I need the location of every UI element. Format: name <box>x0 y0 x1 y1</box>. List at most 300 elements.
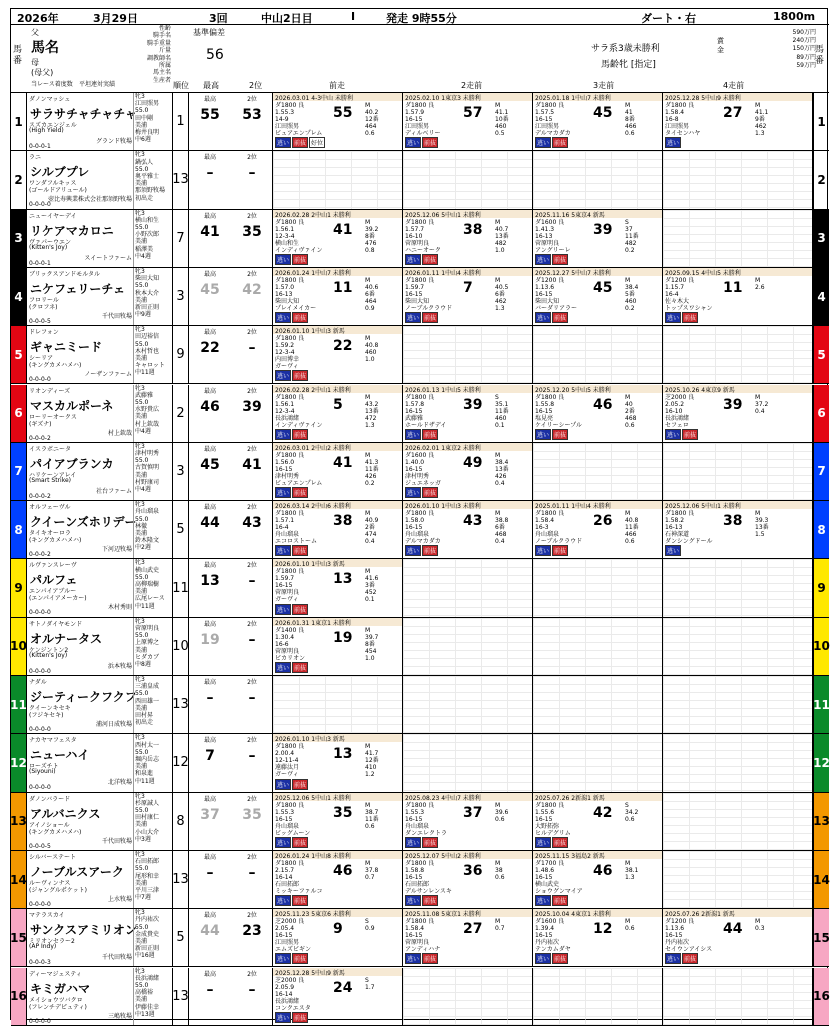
past-race-3 <box>533 93 663 150</box>
style-tag: 前抜 <box>422 429 438 440</box>
past-race-line: 舟山瑠泉 <box>405 531 430 539</box>
past-race-header: 2026.01.24 1中山7 未勝利 <box>273 268 402 276</box>
past-race-1 <box>273 734 403 791</box>
course-record: 0-0-0-2 <box>29 434 51 442</box>
empty-grid <box>533 618 662 675</box>
style-tag: 前抜 <box>292 312 308 323</box>
horse-name[interactable]: ギャニミード <box>30 340 103 355</box>
past-race-stat: 1.3 <box>495 304 505 312</box>
second-score: 39 <box>242 398 262 415</box>
past-race-line: 16-15 <box>405 290 423 298</box>
past-race-score: 5 <box>333 396 343 413</box>
style-tag: 逃い <box>665 545 681 556</box>
past-race-line: 1.57.1 <box>275 517 295 525</box>
past-race-line: 横山和生 <box>275 239 300 247</box>
past-race-line: ダ1800 良 <box>405 102 435 109</box>
past-race-score: 46 <box>593 396 613 413</box>
past-race-line: ダ1800 良 <box>275 451 305 459</box>
horse-row[interactable] <box>11 851 829 909</box>
past-race-header: 2025.10.04 4東京1 未勝利 <box>533 909 662 917</box>
past-race-score: 11 <box>333 279 353 296</box>
past-race-2 <box>403 793 533 850</box>
rider-field: 中4週 <box>135 486 151 494</box>
past-race-stat: 0.3 <box>755 925 765 933</box>
past-race-stat: M <box>365 568 371 576</box>
past-race-score: 45 <box>593 279 613 296</box>
horse-row[interactable] <box>11 618 829 676</box>
horse-row[interactable] <box>11 326 829 384</box>
past-race-line: 長浜鴻緒 <box>275 414 300 422</box>
past-race-line: ガーヴィ <box>275 771 299 779</box>
rank-order: 8 <box>173 793 189 850</box>
past-race-stat: 11番 <box>625 524 639 532</box>
horse-number-right: 6 <box>813 385 829 442</box>
past-race-lines <box>275 743 333 778</box>
style-tag: 逃い <box>275 895 291 906</box>
past-race-lines <box>405 802 463 837</box>
past-race-header: 2025.12.28 5中山9 新馬 <box>273 968 402 976</box>
past-race-stat: M <box>495 276 501 284</box>
past-race-4 <box>663 385 813 442</box>
past-race-line: 1.55.3 <box>275 808 295 816</box>
past-race-4 <box>663 93 813 150</box>
past-race-score: 22 <box>333 338 353 355</box>
best-scores <box>189 851 273 908</box>
horse-name[interactable]: ノーブルスアーク <box>30 864 124 879</box>
past-race-line: 16-15 <box>535 116 553 123</box>
rider-field: 牝3 <box>135 909 145 917</box>
past-race-stat: 0.6 <box>625 538 635 546</box>
past-race-3 <box>533 151 663 208</box>
style-tag: 逃い <box>535 254 551 265</box>
best-label: 最高 <box>203 96 216 103</box>
past-race-stats <box>365 102 401 137</box>
past-race-stat: M <box>625 918 631 926</box>
past-race-line: ダ1800 良 <box>275 743 305 751</box>
rider-block <box>133 968 173 1025</box>
past-race-stat: 468 <box>625 414 637 422</box>
breeder: ノーザンファーム <box>84 371 132 379</box>
past-race-score: 38 <box>463 221 483 238</box>
horse-row[interactable] <box>11 968 829 1026</box>
style-tag: 逃い <box>275 429 291 440</box>
horse-name[interactable]: ジーティークフクフ <box>30 690 137 704</box>
past-race-lines <box>275 277 333 312</box>
rider-block-label: 調教師名 <box>146 54 171 62</box>
past-race-stats <box>365 627 401 662</box>
best-scores <box>189 793 273 850</box>
damsire-name: (High Yield) <box>29 127 64 134</box>
rider-field: 牝3 <box>135 501 145 509</box>
rider-field: 55.0 <box>135 340 149 348</box>
past-race-line: 1.59.2 <box>275 342 295 350</box>
past-race-line: 丹内祐次 <box>535 939 560 947</box>
past-race-line: ガーヴィ <box>275 363 299 371</box>
past-race-lines <box>535 219 593 254</box>
rider-field: 新田正則 <box>135 303 160 311</box>
past-race-stat: 41.1 <box>495 109 509 116</box>
past-race-tags <box>665 137 682 148</box>
past-race-stat: 462 <box>755 123 767 130</box>
past-race-header: 2025.12.28 5中山9 未勝利 <box>663 93 812 101</box>
second-label: 2位 <box>247 795 257 803</box>
horse-number: 13 <box>11 793 27 850</box>
style-tag: 逃い <box>665 429 681 440</box>
past-race-tags <box>275 953 309 964</box>
past-race-score: 7 <box>463 279 473 296</box>
rider-block <box>133 734 173 791</box>
rider-field: 牝3 <box>135 442 145 450</box>
past-race-line: ミッキーファルコ <box>275 887 323 895</box>
past-race-1 <box>273 968 403 1025</box>
past-race-line: 16-15 <box>535 407 553 415</box>
column-header <box>11 25 829 93</box>
rider-block-label: 生産者 <box>152 76 171 84</box>
past-race-4 <box>663 559 813 616</box>
post-time: 発走 9時55分 <box>386 12 457 25</box>
past-race-line: ダ1800 良 <box>275 102 305 109</box>
rider-block <box>133 93 173 150</box>
empty-grid <box>533 676 662 733</box>
best-label: 最高 <box>203 270 216 278</box>
rider-field: 美浦 <box>135 996 148 1004</box>
past-race-stat: S <box>365 918 369 926</box>
race-header <box>11 9 829 25</box>
past-race-stat: 1.3 <box>365 421 375 429</box>
past-race-stat: M <box>365 859 371 867</box>
past-race-line: 佐々木大 <box>665 297 690 305</box>
horse-number-right: 11 <box>813 676 829 733</box>
dam-name: メイショウツバクロ <box>29 996 83 1004</box>
last3-label: 3走前 <box>593 81 615 90</box>
horse-row[interactable] <box>11 151 829 209</box>
rider-field: 古賀慎明 <box>135 464 160 472</box>
past-race-score: 27 <box>723 105 743 121</box>
course-record: 0-0-0-1 <box>29 259 51 267</box>
horse-row[interactable] <box>11 559 829 617</box>
horse-number: 2 <box>11 151 27 208</box>
best-scores <box>189 210 273 267</box>
dam-name: エンパイアブルー <box>29 588 77 596</box>
past-race-header: 2025.08.23 4中山7 未勝利 <box>403 793 532 801</box>
damsire-name: (エンパイアメーカー) <box>29 595 87 603</box>
surface: ダート・右 <box>641 12 696 25</box>
past-race-line: 芝2000 良 <box>665 393 695 401</box>
past-race-line: 1.59.7 <box>275 575 295 583</box>
style-tag: 前抜 <box>292 545 308 556</box>
past-race-stat: M <box>365 102 371 109</box>
empty-grid <box>533 968 662 1025</box>
past-race-line: ダンエレクトラ <box>405 829 447 837</box>
horse-row[interactable] <box>11 443 829 501</box>
past-race-4 <box>663 151 813 208</box>
rank-order: 13 <box>173 676 189 733</box>
second-score: – <box>248 690 256 706</box>
past-race-header: 2026.01.11 1中山4 未勝利 <box>403 268 532 276</box>
rider-field: 牝3 <box>135 326 145 334</box>
style-tag: 前抜 <box>682 953 698 964</box>
past-race-line: ダ1200 良 <box>665 918 695 926</box>
past-race-stat: M <box>625 510 631 518</box>
past-race-stat: 12番 <box>365 757 379 765</box>
past-race-stat: 0.8 <box>365 246 375 254</box>
best-label: 最高 <box>203 329 216 337</box>
dam-name: クイーンキセキ <box>29 705 71 712</box>
past-race-lines <box>275 102 333 137</box>
sire-name: ニューイヤーデイ <box>29 212 77 220</box>
past-race-header: 2026.03.01 4-3中山 未勝利 <box>273 93 402 101</box>
rider-field: 上原博之 <box>135 639 160 647</box>
second-score: – <box>248 864 256 881</box>
past-race-stat: S <box>365 976 369 984</box>
empty-grid <box>403 968 532 1025</box>
horse-number-right: 5 <box>813 326 829 383</box>
second-score: 53 <box>242 107 262 123</box>
past-race-stat: 40.6 <box>365 283 379 291</box>
past-race-line: 1.39.4 <box>535 925 555 933</box>
horse-name[interactable]: ニケフェリーチェ <box>30 281 126 296</box>
past-race-tags <box>535 895 569 906</box>
breeder: 壺比寿興業株式会社那須野牧場 <box>47 196 132 204</box>
horse-name[interactable]: オルナータス <box>30 631 103 646</box>
past-race-stat: 0.7 <box>495 925 505 933</box>
past-race-stat: 43.2 <box>365 400 379 408</box>
horse-row[interactable] <box>11 793 829 851</box>
past-race-line: ショウグンマイア <box>535 887 583 895</box>
dam-name: タイキオーロラ <box>29 530 71 538</box>
horse-number-right: 9 <box>813 559 829 616</box>
past-race-line: 16-14 <box>275 990 293 998</box>
past-race-line: 1.58.4 <box>665 109 685 116</box>
past-race-tags <box>275 604 309 615</box>
best-score: – <box>206 981 214 998</box>
dam-label: 母 <box>31 58 39 67</box>
horse-number: 4 <box>11 268 27 325</box>
rider-block-label: 馬主名 <box>152 69 171 77</box>
past-race-line: 16-15 <box>665 932 683 940</box>
horse-name[interactable]: サラサチャチャチャ <box>30 107 137 121</box>
past-race-line: 16-15 <box>535 873 553 881</box>
style-tag: 逃い <box>405 312 421 323</box>
rider-field: 55.0 <box>135 515 149 523</box>
rider-field: 武藤雅 <box>135 391 154 399</box>
horse-number-right: 3 <box>813 210 829 267</box>
rider-field: 美浦 <box>135 180 148 188</box>
damsire-name: (ギズナ) <box>29 420 52 428</box>
past-race-line: 1.55.6 <box>535 808 555 816</box>
past-race-tags <box>275 370 309 381</box>
horse-row[interactable] <box>11 93 829 151</box>
past-race-lines <box>535 394 593 429</box>
breeder: 社台ファーム <box>96 487 132 495</box>
style-tag: 前抜 <box>292 429 308 440</box>
horse-row[interactable] <box>11 268 829 326</box>
horse-row[interactable] <box>11 734 829 792</box>
past-race-2 <box>403 443 533 500</box>
past-race-stat: 0.9 <box>365 304 375 312</box>
rider-field: 鍋弘人 <box>135 158 154 166</box>
empty-grid <box>403 326 532 383</box>
past-race-line: 12-3-4 <box>275 232 295 240</box>
horse-name[interactable]: アルバニクス <box>30 806 101 821</box>
past-race-line: 16-6 <box>275 640 289 648</box>
past-race-stat: 39.6 <box>495 808 509 816</box>
past-race-line: ビュアエンプレム <box>275 130 323 137</box>
rider-field: 美浦 <box>135 413 148 421</box>
past-race-stat: 1.2 <box>365 771 375 779</box>
horse-number: 8 <box>11 501 27 558</box>
past-race-tags <box>405 953 439 964</box>
past-race-2 <box>403 734 533 791</box>
past-race-1 <box>273 151 403 208</box>
past-race-line: 2.00.4 <box>275 750 295 758</box>
past-race-line: ダ1700 良 <box>535 859 565 867</box>
past-race-header: 2026.03.14 2中山6 未勝利 <box>273 501 402 509</box>
rider-block-label: 所属 <box>158 62 171 70</box>
past-race-header: 2025.10.26 4東京9 新馬 <box>663 385 812 393</box>
best-label: 最高 <box>203 81 219 90</box>
rider-field: 牝3 <box>135 209 145 217</box>
best-label: 最高 <box>203 679 216 686</box>
horse-name[interactable]: リケアマカロニ <box>30 223 114 238</box>
past-race-line: 16-15 <box>275 465 293 473</box>
prize-value: 240万円 <box>792 37 816 45</box>
past-race-score: 19 <box>333 629 353 646</box>
past-race-line: 16-15 <box>535 290 553 298</box>
past-race-header: 2026.01.24 1中山8 未勝利 <box>273 851 402 859</box>
past-race-stat: 2.6 <box>755 283 765 291</box>
second-label: 2位 <box>247 912 257 920</box>
style-tag: 逃い <box>275 254 291 265</box>
past-race-lines <box>535 510 593 545</box>
rider-field: 中11週 <box>135 369 155 377</box>
past-race-tags <box>535 429 569 440</box>
past-race-line: セフェロ <box>665 421 689 429</box>
past-race-header: 2025.11.08 5東京1 未勝利 <box>403 909 532 917</box>
past-race-stat: 37.8 <box>365 866 379 874</box>
past-race-stat: 40 <box>625 400 633 408</box>
style-tag: 逃い <box>275 545 291 556</box>
past-race-score: 39 <box>593 221 613 238</box>
past-race-stat: 2番 <box>365 524 375 532</box>
horse-name[interactable]: パイアブランカ <box>30 456 114 471</box>
rider-field: 美浦 <box>135 704 148 712</box>
race-condition: 馬齢牝 [指定] <box>601 60 656 70</box>
dam-name: アイノショール <box>29 821 70 829</box>
style-tag: 逃い <box>275 487 291 498</box>
past-race-line: 16-15 <box>405 407 423 415</box>
horse-name[interactable]: キミガハマ <box>30 981 91 996</box>
past-race-header: 2025.11.23 5東京6 未勝利 <box>273 909 402 917</box>
past-race-line: エコロストーム <box>275 538 318 546</box>
sire-name: マテラスカイ <box>29 912 65 920</box>
past-race-line: トップスワシャン <box>665 304 713 312</box>
past-race-stats <box>625 918 661 932</box>
horse-name[interactable]: シルブプレ <box>30 165 90 180</box>
empty-grid <box>403 676 532 733</box>
horse-name[interactable]: ニューハイ <box>30 748 90 763</box>
past-race-2 <box>403 968 533 1025</box>
past-race-3 <box>533 793 663 850</box>
rider-block <box>133 326 173 383</box>
style-tag: 前抜 <box>682 312 698 323</box>
horse-name[interactable]: クイーンズホリデー <box>30 515 137 530</box>
damsire-name: (キングカメハメハ) <box>29 537 82 545</box>
past-race-1 <box>273 443 403 500</box>
past-race-header: 2025.01.18 1中山7 未勝利 <box>533 93 662 101</box>
rider-field: 秋本大介 <box>135 289 160 297</box>
horse-row[interactable] <box>11 385 829 443</box>
horse-row[interactable] <box>11 909 829 967</box>
sire-name: リオンディーズ <box>29 387 71 395</box>
second-label: 2位 <box>247 445 257 453</box>
past-race-stat: 0.7 <box>365 873 375 881</box>
horse-row[interactable] <box>11 210 829 268</box>
past-race-stat: 11番 <box>365 465 379 473</box>
past-race-line: 横山武史 <box>535 880 560 888</box>
horse-info <box>27 326 173 383</box>
rider-field: 美浦 <box>135 238 148 246</box>
past-race-stats <box>755 510 791 538</box>
horse-number-right: 4 <box>813 268 829 325</box>
horse-row[interactable] <box>11 501 829 559</box>
past-race-stat: M <box>495 510 501 518</box>
dam-name: ローズチト <box>29 763 59 771</box>
rider-field: 平川三津 <box>135 886 160 894</box>
past-race-lines <box>405 510 463 545</box>
best-label: 最高 <box>203 795 216 803</box>
rider-field: 美浦 <box>135 296 148 304</box>
past-race-line: ダ1800 良 <box>275 568 305 576</box>
horse-name[interactable]: サンクスアミリオン <box>30 923 137 938</box>
best-scores <box>189 443 273 500</box>
past-race-stat: 11番 <box>625 232 639 240</box>
past-race-header: 2026.02.01 1東京2 未勝利 <box>403 443 532 451</box>
sire-name: ナカヤマフェスタ <box>29 737 77 745</box>
past-race-stat: 34.2 <box>625 808 639 816</box>
past-race-stat: 37.2 <box>755 400 769 408</box>
past-race-header: 2026.01.10 1中山3 新馬 <box>273 326 402 334</box>
horse-row[interactable] <box>11 676 829 734</box>
rider-field: 55.0 <box>135 632 149 640</box>
rank-order: 3 <box>173 268 189 325</box>
rider-field: 55.0 <box>135 865 149 873</box>
rider-field: 55.0 <box>135 107 149 115</box>
best-label: 最高 <box>203 620 216 628</box>
horse-name[interactable]: マスカルポーネ <box>30 398 114 413</box>
style-tag: 逃い <box>275 662 291 673</box>
horse-name[interactable]: パルフェ <box>30 573 78 588</box>
rank-order: 3 <box>173 443 189 500</box>
past-race-4 <box>663 268 813 325</box>
past-race-tags <box>405 254 439 265</box>
past-race-lines <box>405 219 463 254</box>
second-label: 2位 <box>247 387 257 395</box>
past-race-stats <box>625 510 661 545</box>
style-tag: 前抜 <box>292 254 308 265</box>
past-race-line: 16-15 <box>405 815 423 823</box>
empty-grid <box>663 443 812 500</box>
past-race-tags <box>665 953 699 964</box>
breeder: 木村秀則 <box>107 604 132 612</box>
past-race-line: 16-4 <box>665 290 679 298</box>
best-scores <box>189 968 273 1025</box>
past-race-2 <box>403 618 533 675</box>
rider-field: 55.0 <box>135 398 149 406</box>
second-score: 41 <box>242 456 262 473</box>
past-race-lines <box>275 510 333 545</box>
past-race-line: 1.56.1 <box>275 400 295 408</box>
